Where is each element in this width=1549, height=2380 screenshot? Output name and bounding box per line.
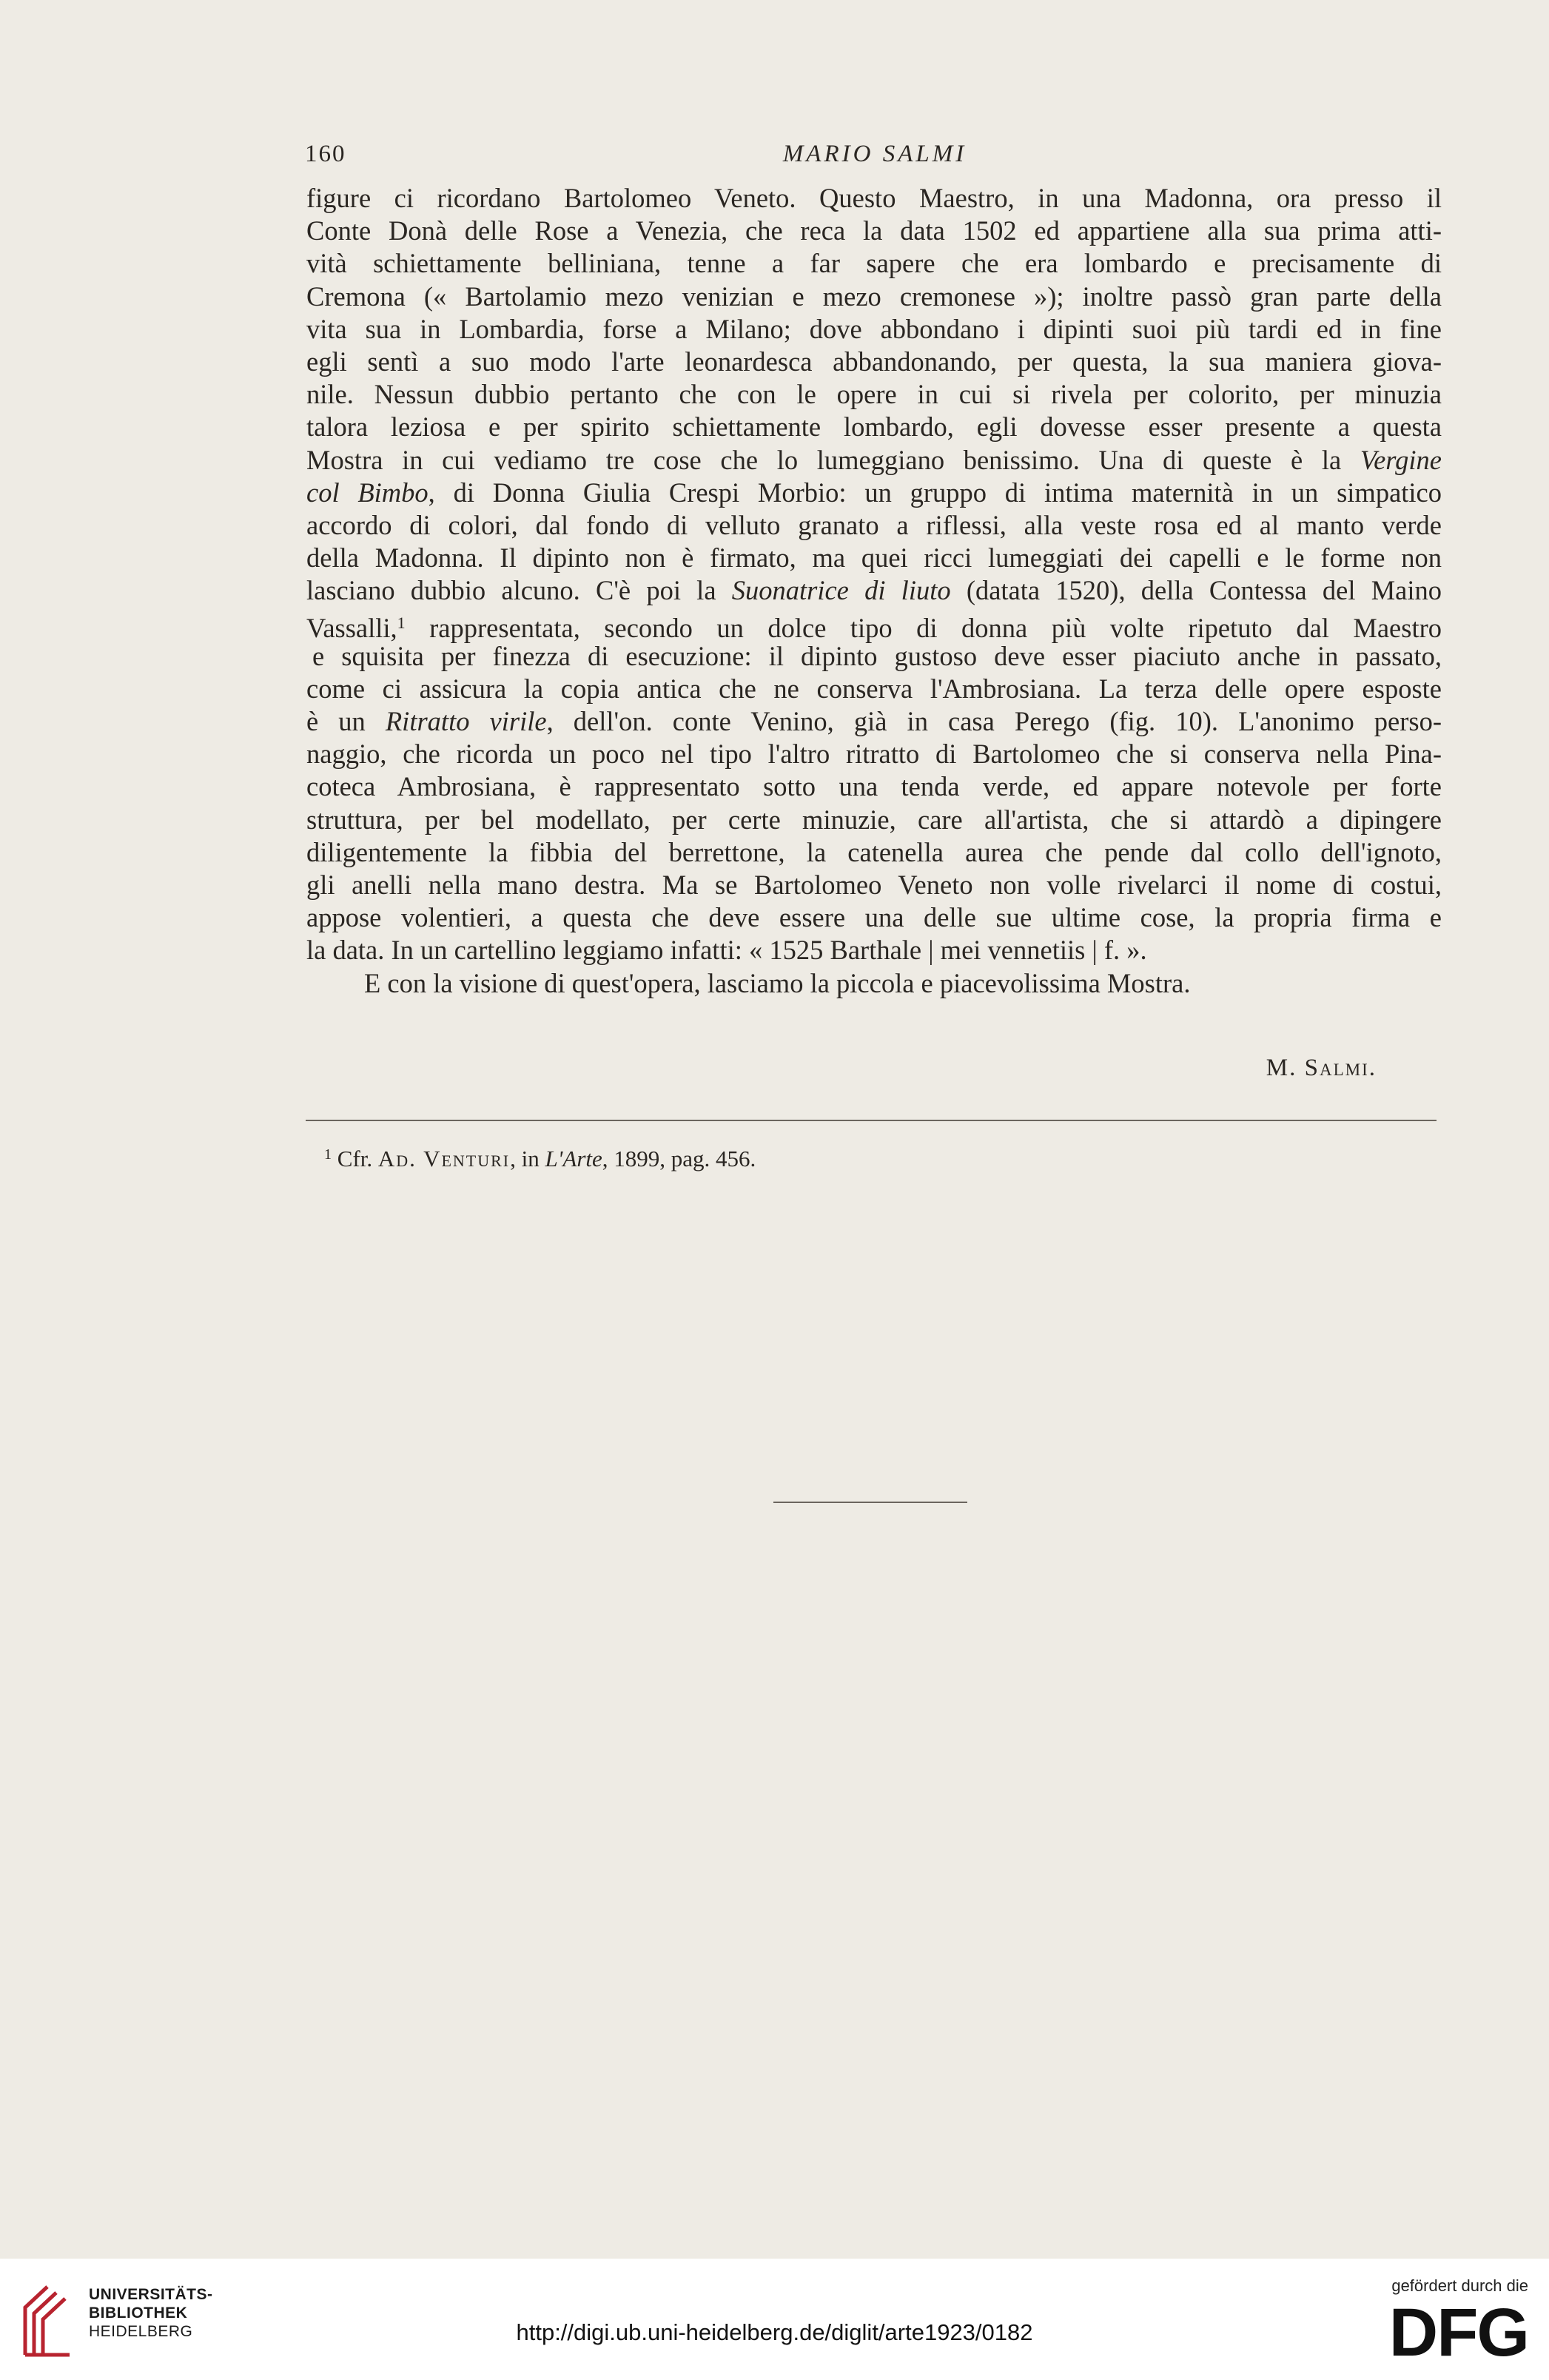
line-text: lasciano dubbio alcuno. C'è poi la: [306, 575, 716, 606]
body-text: [306, 182, 1442, 1000]
italic-title-ritratto: Ritratto virile: [385, 706, 547, 736]
text-line: e squisita per finezza di esecuzione: il dipinto gustoso deve esser piaciuto anche in passato,: [312, 640, 1442, 671]
footnote-reference: 1: [397, 614, 406, 633]
text-line: [306, 444, 1442, 477]
footnote-journal: L'Arte: [545, 1146, 602, 1171]
footnote-divider: [306, 1120, 1437, 1121]
footnote-rest: , 1899, pag. 456.: [602, 1146, 756, 1171]
author-signature: M. Salmi.: [1266, 1055, 1377, 1081]
digitization-footer: [0, 2259, 1549, 2380]
sponsor-label: gefördert durch die: [1391, 2276, 1528, 2295]
text-line: Cremona (« Bartolamio mezo venizian e mezo cremonese »); inoltre passò gran parte della: [306, 280, 1442, 312]
text-line: diligentemente la fibbia del berrettone, la catenella aurea che pende dal collo dell'ignoto,: [306, 836, 1442, 867]
running-title: MARIO SALMI: [782, 141, 967, 167]
library-name-line: HEIDELBERG: [89, 2323, 193, 2340]
text-line: egli sentì a suo modo l'arte leonardesca abbandonando, per questa, la sua maniera giova-: [306, 346, 1442, 377]
line-text: , di Donna Giulia Crespi Morbio: un gruppo di intima maternità in un simpatico: [428, 477, 1442, 508]
sponsor-block: [1336, 2276, 1528, 2370]
text-line: E con la visione di quest'opera, lasciamo la piccola e piacevolissima Mostra.: [364, 967, 1191, 998]
text-line: [306, 477, 1442, 509]
text-line: naggio, che ricorda un poco nel tipo l'altro ritratto di Bartolomeo che si conserva nella Pina-: [306, 739, 1442, 770]
text-line: [306, 607, 1442, 644]
source-url-link[interactable]: http://digi.ub.uni-heidelberg.de/diglit/arte1923/0182: [516, 2319, 1033, 2345]
italic-title-col-bimbo: col Bimbo: [306, 477, 429, 508]
text-line: [306, 705, 1442, 738]
line-text: (datata 1520), della Contessa del Maino: [950, 575, 1442, 606]
footnote-author: Ad. Venturi: [377, 1146, 511, 1171]
text-line: la data. In un cartellino leggiamo infatti: « 1525 Barthale | mei vennetiis | f. ».: [306, 935, 1147, 966]
dfg-logo-icon: DFG: [1388, 2295, 1528, 2370]
text-line: nile. Nessun dubbio pertanto che con le opere in cui si rivela per colorito, per minuzia: [306, 379, 1442, 410]
footnote: [324, 1140, 756, 1174]
end-rule: [773, 1502, 967, 1503]
text-line: talora leziosa e per spirito schiettamente lombardo, egli dovesse esser presente a questa: [306, 411, 1442, 443]
text-line: accordo di colori, dal fondo di velluto granato a riflessi, alla veste rosa ed al manto verde: [306, 509, 1442, 540]
text-line: Conte Donà delle Rose a Venezia, che reca la data 1502 ed appartiene alla sua prima atti-: [306, 215, 1442, 246]
line-text: Vassalli,: [306, 613, 397, 644]
text-line: appose volentieri, a questa che deve essere una delle sue ultime cose, la propria firma e: [306, 902, 1442, 933]
library-name-line: UNIVERSITÄTS-: [89, 2286, 213, 2303]
text-line: coteca Ambrosiana, è rappresentato sotto una tenda verde, ed appare notevole per forte: [306, 771, 1442, 802]
text-line: gli anelli nella mano destra. Ma se Bartolomeo Veneto non volle rivelarci il nome di costui,: [306, 869, 1442, 900]
text-line: come ci assicura la copia antica che ne conserva l'Ambrosiana. La terza delle opere esposte: [306, 673, 1442, 704]
text-line: struttura, per bel modellato, per certe minuzie, care all'artista, che si attardò a dipingere: [306, 804, 1442, 835]
footnote-mark: 1: [324, 1146, 332, 1163]
line-text: rappresentata, secondo un dolce tipo di donna più volte ripetuto dal Maestro: [405, 613, 1442, 644]
footnote-mid: , in: [510, 1146, 540, 1171]
text-line: [306, 574, 1442, 607]
text-line: della Madonna. Il dipinto non è firmato, ma quei ricci lumeggiati dei capelli e le forme non: [306, 542, 1442, 574]
text-line: figure ci ricordano Bartolomeo Veneto. Questo Maestro, in una Madonna, ora presso il: [306, 183, 1442, 213]
footnote-prefix: Cfr.: [337, 1146, 373, 1171]
line-text: è un: [306, 706, 366, 736]
italic-title-suonatrice: Suonatrice di liuto: [731, 575, 951, 606]
page-number: 160: [305, 141, 346, 167]
text-line: vità schiettamente belliniana, tenne a far sapere che era lombardo e precisamente di: [306, 248, 1442, 279]
line-text: Mostra in cui vediamo tre cose che lo lumeggiano benissimo. Una di queste è la: [306, 444, 1342, 475]
library-name-line: BIBLIOTHEK: [89, 2305, 188, 2322]
line-text: , dell'on. conte Venino, già in casa Perego (fig. 10). L'anonimo perso-: [546, 706, 1442, 736]
running-head: [305, 141, 1445, 178]
text-line: vita sua in Lombardia, forse a Milano; dove abbondano i dipinti suoi più tardi ed in fine: [306, 313, 1442, 344]
italic-title-vergine: Vergine: [1360, 444, 1442, 475]
